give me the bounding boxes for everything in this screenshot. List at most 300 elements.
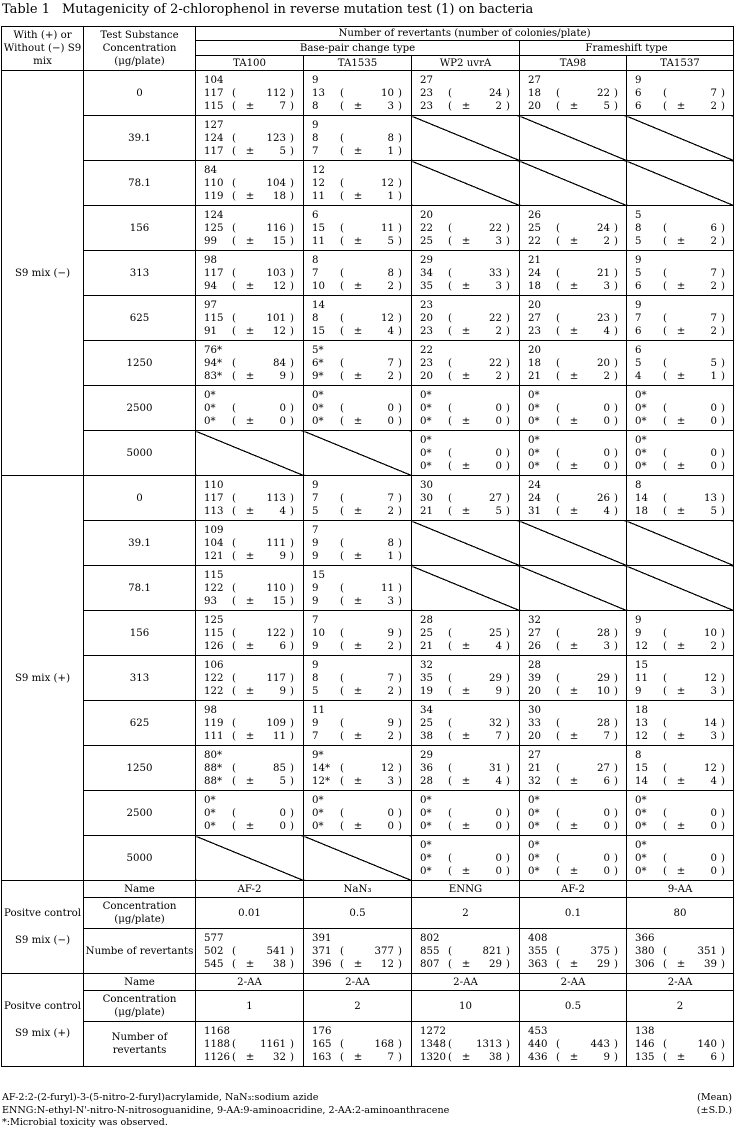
revertant-cell: 577 502 ( 541 ) 545 ( ± 38 ) (196, 929, 304, 974)
table-row (2, 161, 734, 206)
sd-value: 2 (710, 325, 717, 337)
sd-value: 2 (603, 370, 610, 382)
revertant-cell: 0* 0* ( 0 ) 0* ( ± 0 ) (520, 431, 627, 476)
not-tested-cell (304, 836, 412, 881)
plate-count: 117 (204, 492, 224, 504)
plate-count: 0* (312, 415, 324, 427)
plate-count: 0* (528, 820, 540, 832)
plate-count: 18 (528, 357, 541, 369)
plate-count: 117 (204, 267, 224, 279)
plate-count: 9 (312, 659, 319, 671)
sd-value: 9 (495, 685, 502, 697)
sd-value: 2 (495, 370, 502, 382)
mean-value: 85 (273, 762, 286, 774)
revertant-cell: 5 8 ( 6 ) 5 ( ± 2 ) (627, 206, 734, 251)
concentration-cell: 78.1 (84, 566, 196, 611)
mean-value: 0 (710, 807, 717, 819)
plate-count: 0* (528, 807, 540, 819)
plate-count: 11 (635, 672, 648, 684)
positive-control-label (2, 974, 84, 1067)
mean-value: 5 (710, 357, 717, 369)
plate-count: 115 (204, 312, 224, 324)
plate-count: 0* (528, 447, 540, 459)
revertant-cell: 8 15 ( 12 ) 14 ( ± 4 ) (627, 746, 734, 791)
plate-count: 5 (635, 235, 642, 247)
plate-count: 32 (420, 659, 433, 671)
plate-count: 8 (635, 479, 642, 491)
plate-count: 0* (420, 434, 432, 446)
plate-count: 396 (312, 958, 332, 970)
plate-count: 23 (420, 87, 433, 99)
mean-value: 14 (704, 717, 717, 729)
plate-count: 124 (204, 209, 224, 221)
plate-count: 440 (528, 1038, 548, 1050)
plate-count: 14 (635, 492, 648, 504)
plate-count: 12 (312, 164, 325, 176)
plate-count: 12 (635, 730, 648, 742)
plate-count: 30 (420, 492, 433, 504)
control-name: AF-2 (196, 881, 304, 898)
sd-value: 3 (710, 730, 717, 742)
concentration-cell: 1250 (84, 746, 196, 791)
sd-value: 0 (603, 865, 610, 877)
plate-count: 125 (204, 222, 224, 234)
plate-count: 0* (204, 415, 216, 427)
plate-count: 122 (204, 685, 224, 697)
plate-count: 22 (420, 222, 433, 234)
plate-count: 6 (635, 325, 642, 337)
revertant-cell: 27 18 ( 22 ) 20 ( ± 5 ) (520, 71, 627, 116)
plate-count: 10 (312, 280, 325, 292)
mean-value: 84 (273, 357, 286, 369)
mean-value: 22 (489, 222, 502, 234)
sd-value: 5 (710, 505, 717, 517)
plate-count: 0* (420, 794, 432, 806)
mean-value: 11 (381, 582, 394, 594)
sd-value: 4 (710, 775, 717, 787)
mean-value: 0 (495, 807, 502, 819)
revertant-cell: 12 12 ( 12 ) 11 ( ± 1 ) (304, 161, 412, 206)
revertant-cell: 8 7 ( 8 ) 10 ( ± 2 ) (304, 251, 412, 296)
sd-value: 4 (603, 505, 610, 517)
plate-count: 6 (635, 280, 642, 292)
mean-value: 123 (266, 132, 286, 144)
plate-count: 9* (312, 749, 324, 761)
control-name: 2-AA (520, 974, 627, 991)
sd-value: 7 (387, 1051, 394, 1063)
revertant-cell: 98 119 ( 109 ) 111 ( ± 11 ) (196, 701, 304, 746)
not-tested-cell (520, 116, 627, 161)
sd-value: 9 (279, 550, 286, 562)
sd-value: 12 (273, 280, 286, 292)
sd-value: 0 (279, 820, 286, 832)
not-tested-cell (196, 836, 304, 881)
revertant-cell: 0* 0* ( 0 ) 0* ( ± 0 ) (627, 791, 734, 836)
mean-value: 0 (710, 852, 717, 864)
plate-count: 0* (635, 852, 647, 864)
plate-count: 27 (528, 74, 541, 86)
plate-count: 0* (528, 389, 540, 401)
revertant-cell: 18 13 ( 14 ) 12 ( ± 3 ) (627, 701, 734, 746)
control-name: 2-AA (196, 974, 304, 991)
plate-count: 34 (420, 704, 433, 716)
mean-value: 8 (387, 132, 394, 144)
table-row (2, 611, 734, 656)
strain-header: TA1537 (627, 56, 734, 71)
revertant-cell: 1272 1348 ( 1313 ) 1320 ( ± 38 ) (412, 1022, 520, 1067)
concentration-label: Concentration (μg/plate) (84, 898, 196, 929)
mean-value: 10 (381, 87, 394, 99)
mean-value: 6 (710, 222, 717, 234)
positive-control-title: Positve control (4, 908, 81, 919)
sd-value: 7 (279, 100, 286, 112)
plate-count: 7 (635, 312, 642, 324)
sd-value: 2 (603, 235, 610, 247)
plate-count: 0* (420, 865, 432, 877)
mean-value: 28 (597, 717, 610, 729)
plate-count: 8 (635, 749, 642, 761)
plate-count: 9 (312, 640, 319, 652)
mean-value: 101 (266, 312, 286, 324)
revertant-cell: 11 9 ( 9 ) 7 ( ± 2 ) (304, 701, 412, 746)
revertant-cell: 0* 0* ( 0 ) 0* ( ± 0 ) (520, 791, 627, 836)
sd-value: 2 (710, 640, 717, 652)
plate-count: 20 (528, 344, 541, 356)
table-row (2, 746, 734, 791)
mean-value: 0 (279, 402, 286, 414)
sd-value: 3 (495, 235, 502, 247)
plate-count: 1168 (204, 1025, 230, 1037)
plate-count: 0* (420, 839, 432, 851)
plate-count: 9* (312, 370, 324, 382)
plate-count: 6 (635, 344, 642, 356)
plate-count: 122 (204, 582, 224, 594)
mean-value: 22 (489, 312, 502, 324)
revertant-cell: 453 440 ( 443 ) 436 ( ± 9 ) (520, 1022, 627, 1067)
plate-count: 20 (528, 685, 541, 697)
plate-count: 5* (312, 344, 324, 356)
control-concentration: 0.5 (520, 991, 627, 1022)
concentration-cell: 5000 (84, 431, 196, 476)
mean-value: 0 (387, 807, 394, 819)
plate-count: 32 (528, 614, 541, 626)
sd-value: 5 (495, 505, 502, 517)
positive-control-name-row (2, 974, 734, 991)
mutagenicity-table (1, 26, 734, 1067)
plate-count: 4 (635, 370, 642, 382)
plate-count: 165 (312, 1038, 332, 1050)
plate-count: 125 (204, 614, 224, 626)
revertant-cell: 27 21 ( 27 ) 32 ( ± 6 ) (520, 746, 627, 791)
plate-count: 110 (204, 479, 224, 491)
revertant-cell: 27 23 ( 24 ) 23 ( ± 2 ) (412, 71, 520, 116)
sd-value: 4 (387, 325, 394, 337)
revertant-cell: 138 146 ( 140 ) 135 ( ± 6 ) (627, 1022, 734, 1067)
revertant-cell: 9 7 ( 7 ) 5 ( ± 2 ) (304, 476, 412, 521)
sd-value: 1 (710, 370, 717, 382)
plate-count: 545 (204, 958, 224, 970)
sd-value: 5 (279, 775, 286, 787)
revertant-cell: 21 24 ( 21 ) 18 ( ± 3 ) (520, 251, 627, 296)
plate-count: 9 (312, 582, 319, 594)
plate-count: 0* (528, 839, 540, 851)
mean-value: 13 (704, 492, 717, 504)
sd-value: 7 (603, 730, 610, 742)
revertant-cell: 8 14 ( 13 ) 18 ( ± 5 ) (627, 476, 734, 521)
plate-count: 117 (204, 87, 224, 99)
plate-count: 94* (204, 357, 223, 369)
mean-value: 112 (266, 87, 286, 99)
table-row (2, 341, 734, 386)
mean-value: 0 (495, 402, 502, 414)
plate-count: 115 (204, 100, 224, 112)
plate-count: 35 (420, 280, 433, 292)
mean-value: 11 (381, 222, 394, 234)
plate-count: 8 (312, 100, 319, 112)
plate-count: 6 (635, 100, 642, 112)
mean-value: 8 (387, 537, 394, 549)
plate-count: 19 (420, 685, 433, 697)
mean-value: 25 (489, 627, 502, 639)
sd-value: 2 (710, 280, 717, 292)
plate-count: 109 (204, 524, 224, 536)
revertant-cell: 30 30 ( 27 ) 21 ( ± 5 ) (412, 476, 520, 521)
sd-value: 39 (704, 958, 717, 970)
plate-count: 30 (420, 479, 433, 491)
sd-value: 2 (495, 100, 502, 112)
sd-value: 38 (489, 1051, 502, 1063)
table-row (2, 206, 734, 251)
plate-count: 23 (528, 325, 541, 337)
revertant-cell: 104 117 ( 112 ) 115 ( ± 7 ) (196, 71, 304, 116)
plate-count: 13 (312, 87, 325, 99)
plate-count: 0* (635, 794, 647, 806)
plate-count: 380 (635, 945, 655, 957)
sd-value: 3 (603, 280, 610, 292)
plate-count: 11 (312, 704, 325, 716)
table-row (2, 656, 734, 701)
plate-count: 135 (635, 1051, 655, 1063)
plate-count: 27 (528, 312, 541, 324)
plate-count: 20 (528, 100, 541, 112)
revertant-cell: 28 25 ( 25 ) 21 ( ± 4 ) (412, 611, 520, 656)
plate-count: 8 (635, 222, 642, 234)
mean-value: 22 (489, 357, 502, 369)
plate-count: 25 (528, 222, 541, 234)
mean-value: 0 (495, 852, 502, 864)
plate-count: 119 (204, 190, 224, 202)
mean-value: 29 (489, 672, 502, 684)
plate-count: 355 (528, 945, 548, 957)
sd-value: 0 (710, 415, 717, 427)
plate-count: 119 (204, 717, 224, 729)
plate-count: 15 (635, 762, 648, 774)
sd-value: 3 (495, 280, 502, 292)
control-name: NaN₃ (304, 881, 412, 898)
revertant-cell: 125 115 ( 122 ) 126 ( ± 6 ) (196, 611, 304, 656)
revertant-cell: 9 7 ( 7 ) 6 ( ± 2 ) (627, 296, 734, 341)
control-concentration: 10 (412, 991, 520, 1022)
plate-count: 21 (528, 254, 541, 266)
plate-count: 80* (204, 749, 223, 761)
plate-count: 27 (528, 749, 541, 761)
plate-count: 127 (204, 119, 224, 131)
revertant-cell: 26 25 ( 24 ) 22 ( ± 2 ) (520, 206, 627, 251)
plate-count: 93 (204, 595, 217, 607)
group-label: S9 mix (−) (2, 71, 84, 476)
sd-value: 2 (387, 505, 394, 517)
positive-control-number-row (2, 1022, 734, 1067)
plate-count: 0* (528, 794, 540, 806)
mean-value: 7 (387, 672, 394, 684)
mean-value: 541 (266, 945, 286, 957)
control-concentration: 0.5 (304, 898, 412, 929)
concentration-cell: 156 (84, 206, 196, 251)
revertant-cell: 28 39 ( 29 ) 20 ( ± 10 ) (520, 656, 627, 701)
mean-value: 32 (489, 717, 502, 729)
plate-count: 11 (312, 190, 325, 202)
plate-count: 0* (635, 865, 647, 877)
revertant-cell: 20 18 ( 20 ) 21 ( ± 2 ) (520, 341, 627, 386)
plate-count: 110 (204, 177, 224, 189)
plate-count: 146 (635, 1038, 655, 1050)
plate-count: 104 (204, 74, 224, 86)
name-label: Name (84, 881, 196, 898)
table-row (2, 296, 734, 341)
sd-value: 12 (381, 958, 394, 970)
mean-value: 12 (381, 762, 394, 774)
plate-count: 15 (312, 325, 325, 337)
revertant-cell: 391 371 ( 377 ) 396 ( ± 12 ) (304, 929, 412, 974)
plate-count: 0* (528, 865, 540, 877)
mean-value: 31 (489, 762, 502, 774)
not-tested-cell (412, 116, 520, 161)
mean-value: 0 (710, 402, 717, 414)
revertant-cell: 0* 0* ( 0 ) 0* ( ± 0 ) (412, 791, 520, 836)
positive-control-s9: S9 mix (+) (14, 1028, 71, 1039)
revertant-cell: 110 117 ( 113 ) 113 ( ± 4 ) (196, 476, 304, 521)
revertant-cell: 6 5 ( 5 ) 4 ( ± 1 ) (627, 341, 734, 386)
plate-count: 21 (420, 640, 433, 652)
mean-value: 821 (482, 945, 502, 957)
concentration-cell: 0 (84, 476, 196, 521)
plate-count: 23 (420, 357, 433, 369)
mean-value: 7 (387, 357, 394, 369)
revertant-cell: 0* 0* ( 0 ) 0* ( ± 0 ) (412, 836, 520, 881)
table-row (2, 116, 734, 161)
revertant-cell: 106 122 ( 117 ) 122 ( ± 9 ) (196, 656, 304, 701)
plate-count: 9 (312, 119, 319, 131)
revertant-cell: 0* 0* ( 0 ) 0* ( ± 0 ) (627, 386, 734, 431)
sd-value: 38 (273, 958, 286, 970)
concentration-cell: 625 (84, 296, 196, 341)
plate-count: 12 (635, 640, 648, 652)
sd-value: 0 (603, 415, 610, 427)
revertant-cell: 0* 0* ( 0 ) 0* ( ± 0 ) (627, 836, 734, 881)
plate-count: 6 (312, 209, 319, 221)
control-concentration: 1 (196, 991, 304, 1022)
table-row (2, 566, 734, 611)
plate-count: 111 (204, 730, 224, 742)
revertant-cell: 5* 6* ( 7 ) 9* ( ± 2 ) (304, 341, 412, 386)
sd-value: 29 (489, 958, 502, 970)
mean-value: 377 (374, 945, 394, 957)
sd-value: 32 (273, 1051, 286, 1063)
plate-count: 88* (204, 775, 223, 787)
plate-count: 104 (204, 537, 224, 549)
revertant-cell: 0* 0* ( 0 ) 0* ( ± 0 ) (520, 836, 627, 881)
plate-count: 34 (420, 267, 433, 279)
plate-count: 0* (204, 820, 216, 832)
sd-value: 9 (279, 370, 286, 382)
plate-count: 21 (528, 762, 541, 774)
plate-count: 408 (528, 932, 548, 944)
sd-value: 5 (387, 235, 394, 247)
plate-count: 7 (312, 614, 319, 626)
plate-count: 12 (312, 177, 325, 189)
revertant-cell: 29 34 ( 33 ) 35 ( ± 3 ) (412, 251, 520, 296)
plate-count: 0* (635, 447, 647, 459)
revertant-cell: 7 9 ( 8 ) 9 ( ± 1 ) (304, 521, 412, 566)
sd-value: 3 (387, 100, 394, 112)
plate-count: 0* (420, 852, 432, 864)
header-base-pair: Base-pair change type (196, 41, 520, 56)
concentration-cell: 39.1 (84, 521, 196, 566)
sd-value: 18 (273, 190, 286, 202)
plate-count: 7 (312, 524, 319, 536)
positive-control-s9: S9 mix (−) (14, 935, 71, 946)
plate-count: 1188 (204, 1038, 230, 1050)
plate-count: 0* (204, 807, 216, 819)
plate-count: 15 (635, 659, 648, 671)
not-tested-cell (412, 521, 520, 566)
sd-value: 6 (279, 640, 286, 652)
plate-count: 18 (528, 87, 541, 99)
plate-count: 0* (204, 389, 216, 401)
mean-value: 8 (387, 267, 394, 279)
mean-value: 9 (387, 717, 394, 729)
positive-control-conc-row (2, 898, 734, 929)
table-row (2, 71, 734, 116)
sd-value: 1 (387, 145, 394, 157)
positive-control-label (2, 881, 84, 974)
mean-value: 0 (495, 447, 502, 459)
mean-value: 0 (387, 402, 394, 414)
plate-count: 5 (635, 267, 642, 279)
plate-count: 12* (312, 775, 331, 787)
plate-count: 21 (528, 370, 541, 382)
control-concentration: 2 (304, 991, 412, 1022)
mean-value: 10 (704, 627, 717, 639)
plate-count: 5 (312, 685, 319, 697)
mean-value: 7 (710, 87, 717, 99)
plate-count: 98 (204, 254, 217, 266)
revertant-cell: 7 10 ( 9 ) 9 ( ± 2 ) (304, 611, 412, 656)
control-concentration: 2 (412, 898, 520, 929)
mean-value: 28 (597, 627, 610, 639)
sd-value: 2 (387, 685, 394, 697)
sd-value: 1 (387, 190, 394, 202)
plate-count: 0* (528, 415, 540, 427)
concentration-label: Concentration (μg/plate) (84, 991, 196, 1022)
plate-count: 8 (312, 254, 319, 266)
plate-count: 306 (635, 958, 655, 970)
sd-value: 2 (387, 280, 394, 292)
plate-count: 9 (635, 74, 642, 86)
sd-value: 15 (273, 595, 286, 607)
mean-value: 443 (590, 1038, 610, 1050)
mean-value: 113 (266, 492, 286, 504)
